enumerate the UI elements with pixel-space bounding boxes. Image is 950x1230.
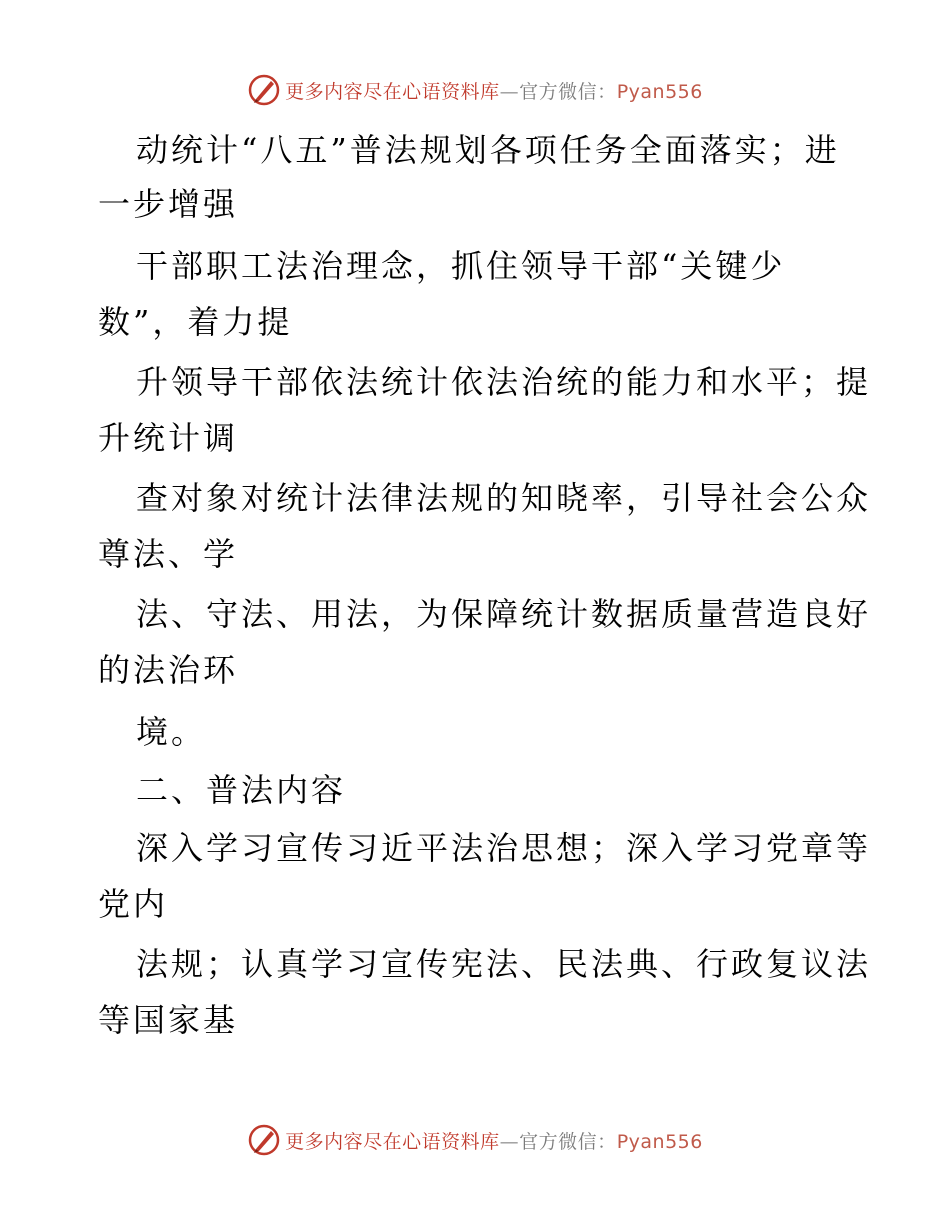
section-heading: 二、普法内容 (136, 771, 347, 809)
text-line-14: 党内 (98, 885, 169, 923)
text-line-7: 查对象对统计法律法规的知晓率，引导社会公众 (136, 479, 872, 517)
header-banner-text (285, 77, 703, 104)
text-line-8: 尊法、学 (98, 535, 239, 573)
text-line-4: 数”，着力提 (98, 303, 293, 341)
footer-wechat-label: 官方微信： (519, 1130, 617, 1153)
quill-pen-icon (247, 1123, 281, 1157)
text-line-3: 干部职工法治理念，抓住领导干部“关键少 (136, 247, 786, 285)
text-line-6: 升统计调 (98, 419, 239, 457)
text-line-1: 动统计“八五”普法规划各项任务全面落实；进 (136, 131, 840, 169)
text-line-15: 法规；认真学习宣传宪法、民法典、行政复议法 (136, 945, 872, 983)
text-line-9: 法、守法、用法，为保障统计数据质量营造良好 (136, 595, 872, 633)
text-line-2: 一步增强 (98, 185, 239, 223)
footer-dash: — (499, 1130, 520, 1153)
footer-banner-text (285, 1127, 703, 1154)
header-wechat-label: 官方微信： (519, 80, 617, 103)
footer-banner (0, 1120, 950, 1160)
header-banner (0, 70, 950, 110)
quill-pen-icon (247, 73, 281, 107)
text-line-10: 的法治环 (98, 651, 239, 689)
footer-wechat-id: Pyan556 (616, 1130, 703, 1153)
footer-site-name: 更多内容尽在心语资料库 (285, 1130, 500, 1153)
header-dash: — (499, 80, 520, 103)
text-line-13: 深入学习宣传习近平法治思想；深入学习党章等 (136, 829, 872, 867)
text-line-11: 境。 (136, 713, 207, 751)
header-wechat-id: Pyan556 (616, 80, 703, 103)
text-line-16: 等国家基 (98, 1001, 239, 1039)
text-line-5: 升领导干部依法统计依法治统的能力和水平；提 (136, 363, 872, 401)
header-site-name: 更多内容尽在心语资料库 (285, 80, 500, 103)
